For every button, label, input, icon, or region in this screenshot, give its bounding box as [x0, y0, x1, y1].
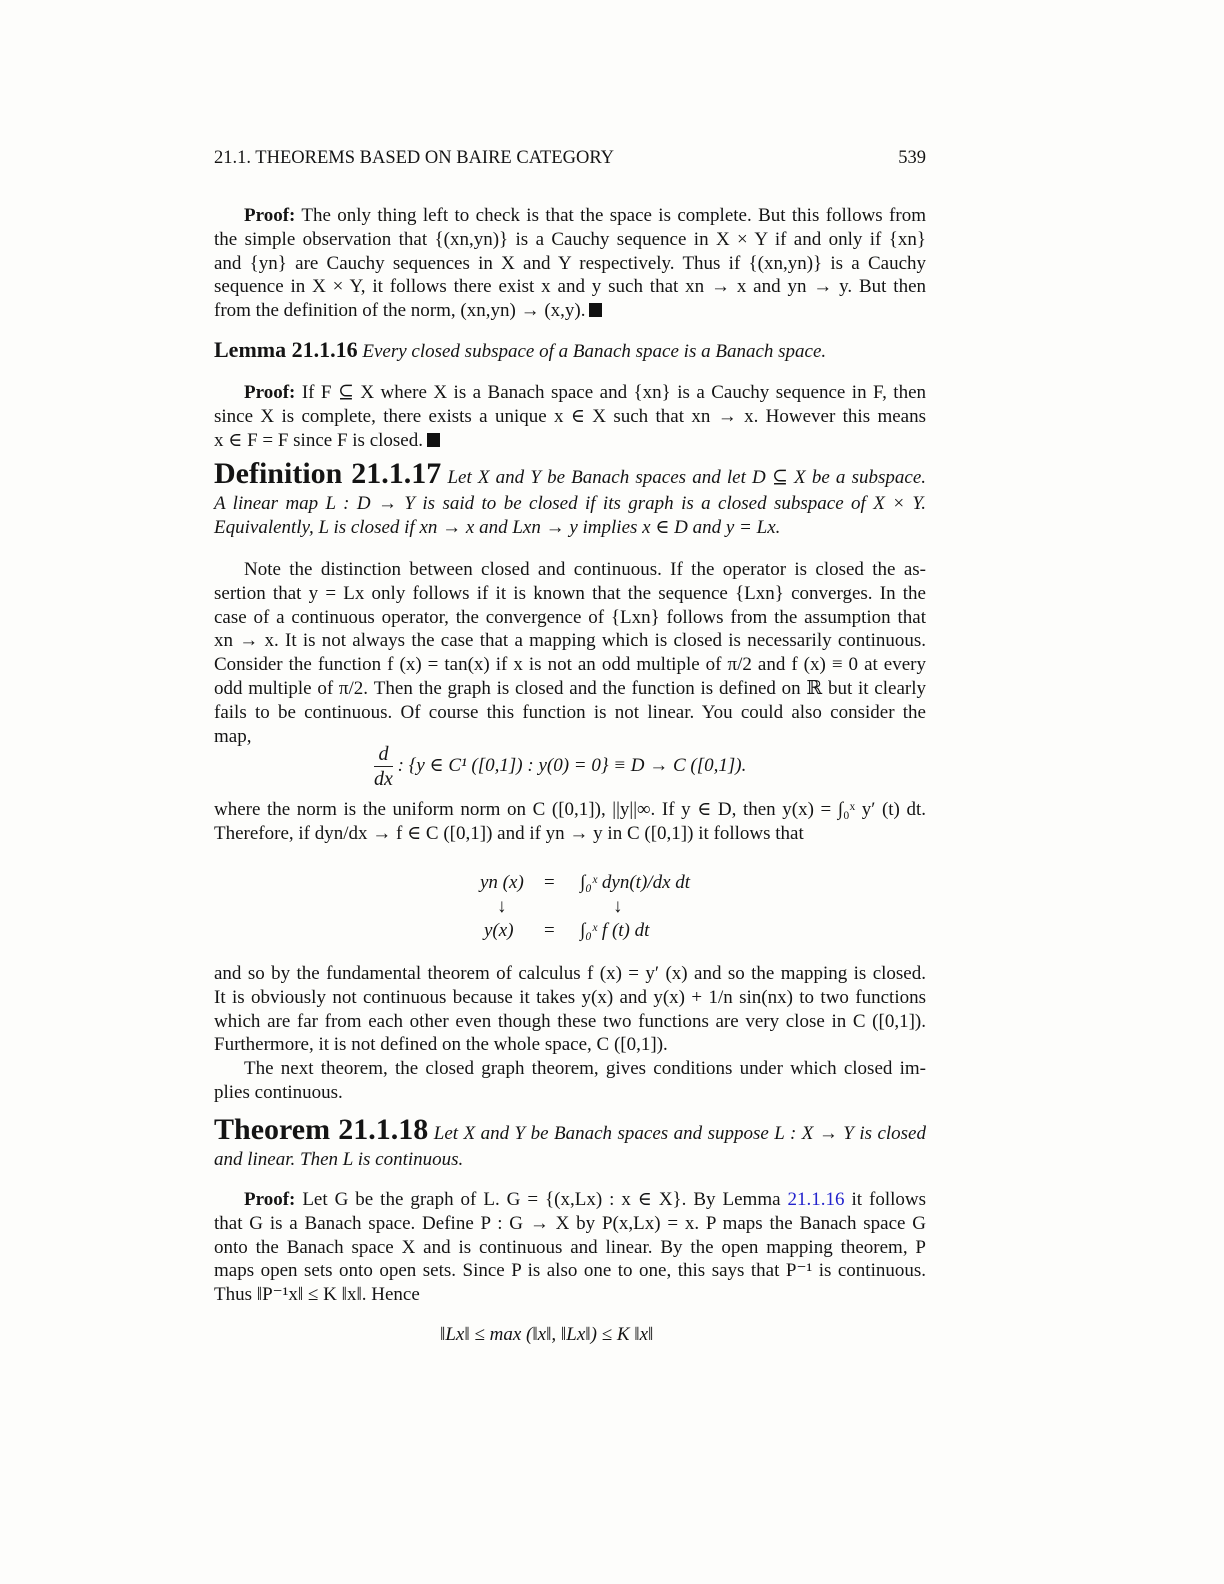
text-line: map, [214, 725, 252, 747]
text-line: from the definition of the norm, (xn,yn) → (x,y). [214, 299, 926, 323]
text-line: Proof: The only thing left to check is that the space is complete. But this follows from [244, 205, 926, 226]
down-arrow-icon: ↓ [613, 896, 623, 917]
proof-paragraph-1 [214, 204, 926, 323]
display-equation-2: ‖Lx‖ ≤ max (‖x‖, ‖Lx‖) ≤ K ‖x‖ [440, 1324, 654, 1345]
text-line: x ∈ F = F since F is closed. [214, 429, 926, 453]
section-title: 21.1. THEOREMS BASED ON BAIRE CATEGORY [214, 148, 615, 168]
text-line: Furthermore, it is not defined on the whole space, C ([0,1]). [214, 1034, 668, 1056]
proof-label: Proof: [244, 205, 296, 226]
qed-symbol [427, 433, 440, 447]
text-line: Proof: If F ⊆ X where X is a Banach space and {xn} is a Cauchy sequence in F, then [244, 382, 926, 403]
text-line: maps open sets onto open sets. Since P is also one to one, this says that P⁻¹ is continuous. [214, 1260, 926, 1282]
derivative-operator: $\frac{d}{dx}$ [374, 743, 393, 790]
text-line: xn → x. It is not always the case that a mapping which is closed is necessarily continuous. [214, 630, 926, 652]
text-line: which are far from each other even though these two functions are very close in C ([0,1]). [214, 1010, 926, 1032]
definition-label: Definition 21.1.17 [214, 457, 442, 490]
proof-paragraph-2 [214, 381, 926, 452]
text-line: and linear. Then L is continuous. [214, 1149, 464, 1170]
text-line: Thus ‖P⁻¹x‖ ≤ K ‖x‖. Hence [214, 1284, 420, 1306]
text-line: where the norm is the uniform norm on C ([0,1]), ||y||∞. If y ∈ D, then y(x) = ∫₀ˣ y′ (t) dt. [214, 799, 926, 820]
qed-symbol [589, 303, 602, 317]
definition-block [214, 457, 926, 540]
lemma-statement: Every closed subspace of a Banach space is a Banach space. [362, 341, 827, 362]
text-line: fails to be continuous. Of course this function is not linear. You could also consider the [214, 701, 926, 723]
text-line: sequence in X × Y, it follows there exist x and y such that xn → x and yn → y. But then [214, 276, 926, 298]
lemma-block [214, 338, 926, 364]
lemma-reference-link[interactable]: 21.1.16 [787, 1189, 845, 1210]
display-equation-1: $\frac{d}{dx}$ : {y ∈ C¹ ([0,1]) : y(0) = 0} ≡ D → C ([0,1]). [374, 743, 747, 790]
align-row2-left: y(x) [484, 920, 514, 941]
proof-label: Proof: [244, 382, 296, 403]
after-paragraph [214, 962, 926, 1105]
note-paragraph [214, 558, 926, 748]
text-line: The next theorem, the closed graph theorem, gives conditions under which closed im- [244, 1058, 926, 1080]
text-line: Therefore, if dyn/dx → f ∈ C ([0,1]) and if yn → y in C ([0,1]) it follows that [214, 822, 804, 844]
text-line: sertion that y = Lx only follows if it is known that the sequence {Lxn} converges. In the [214, 582, 926, 604]
text-line: plies continuous. [214, 1081, 343, 1103]
text-line: odd multiple of π/2. Then the graph is closed and the function is defined on ℝ but it clearly [214, 677, 926, 699]
text-line: Consider the function f (x) = tan(x) if x is not an odd multiple of π/2 and f (x) ≡ 0 at every [214, 654, 926, 676]
align-row1-eq: = [544, 872, 555, 893]
proof-label: Proof: [244, 1189, 296, 1210]
theorem-block [214, 1113, 926, 1172]
text-line: that G is a Banach space. Define P : G → X by P(x,Lx) = x. P maps the Banach space G [214, 1212, 926, 1234]
text-line: Note the distinction between closed and continuous. If the operator is closed the as- [244, 559, 926, 580]
text-line: A linear map L : D → Y is said to be closed if its graph is a closed subspace of X × Y. [214, 493, 926, 514]
page-number: 539 [898, 148, 926, 168]
text-line: Definition 21.1.17 Let X and Y be Banach spaces and let D ⊆ X be a subspace. [214, 457, 926, 490]
align-row2-eq: = [544, 920, 555, 941]
proof-paragraph-3 [214, 1188, 926, 1307]
text-line: It is obviously not continuous because it takes y(x) and y(x) + 1/n sin(nx) to two functions [214, 986, 926, 1008]
text-line: Equivalently, L is closed if xn → x and Lxn → y implies x ∈ D and y = Lx. [214, 516, 781, 538]
align-row1-left: yn (x) [480, 872, 524, 893]
align-row1-right: ∫₀ˣ dyn(t)/dx dt [580, 872, 691, 893]
text-line: Theorem 21.1.18 Let X and Y be Banach spaces and suppose L : X → Y is closed [214, 1113, 926, 1146]
theorem-label: Theorem 21.1.18 [214, 1113, 429, 1146]
align-row2-right: ∫₀ˣ f (t) dt [580, 920, 650, 941]
text-line: and so by the fundamental theorem of calculus f (x) = y′ (x) and so the mapping is closed. [214, 963, 926, 984]
down-arrow-icon: ↓ [497, 896, 507, 917]
where-paragraph [214, 798, 926, 846]
text-line: case of a continuous operator, the convergence of {Lxn} follows from the assumption that [214, 606, 926, 628]
running-header [214, 148, 926, 169]
text-line: Proof: Let G be the graph of L. G = {(x,Lx) : x ∈ X}. By Lemma 21.1.16 it follows [244, 1189, 926, 1210]
text-line: the simple observation that {(xn,yn)} is a Cauchy sequence in X × Y if and only if {xn} [214, 228, 926, 250]
text-line: and {yn} are Cauchy sequences in X and Y respectively. Thus if {(xn,yn)} is a Cauchy [214, 252, 926, 274]
lemma-label: Lemma 21.1.16 [214, 337, 358, 362]
text-line: since X is complete, there exists a unique x ∈ X such that xn → x. However this means [214, 405, 926, 427]
text-line: onto the Banach space X and is continuous and linear. By the open mapping theorem, P [214, 1236, 926, 1258]
